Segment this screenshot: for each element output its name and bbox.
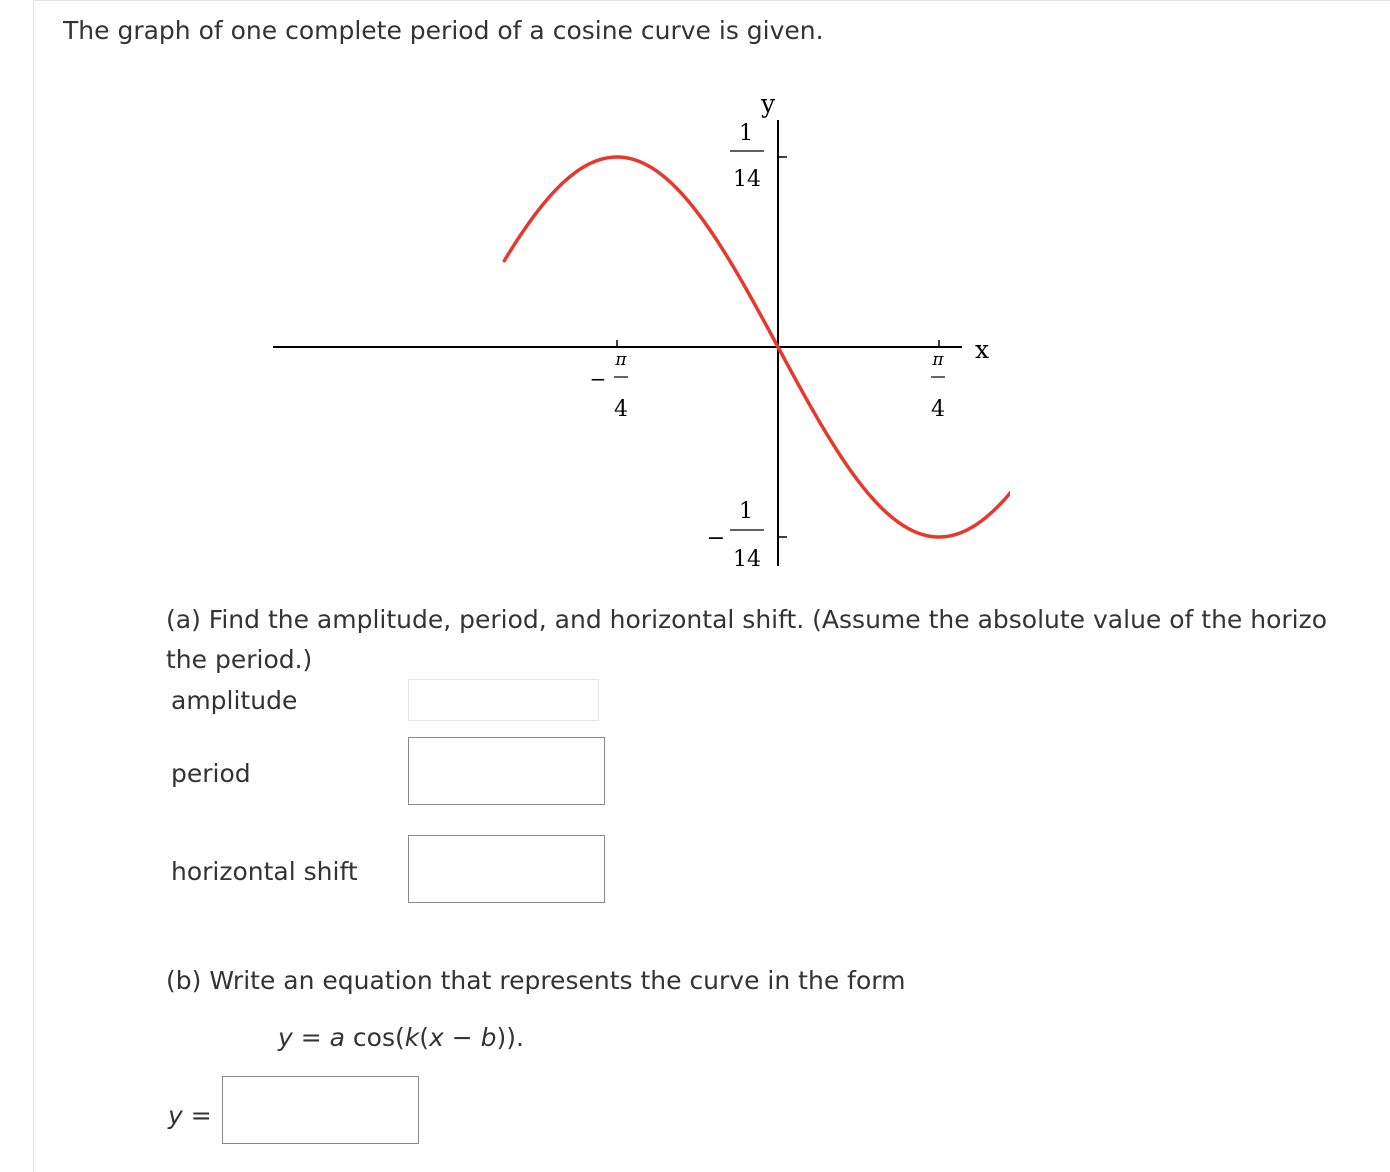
period-input[interactable] [408, 737, 605, 805]
frame-top-border [33, 0, 1390, 1]
negative-sign: − [589, 367, 607, 391]
equation-form [278, 1023, 524, 1052]
x-tick-label-positive [931, 350, 945, 422]
cosine-graph [0, 80, 1010, 580]
eq-var-k: k [404, 1023, 420, 1052]
eq-cos: cos( [344, 1023, 405, 1052]
part-a-line-2: the period.) [166, 645, 313, 674]
y-tick-denominator: 14 [733, 547, 761, 572]
horizontal-shift-label: horizontal shift [171, 857, 358, 886]
y-tick-label-negative [707, 499, 764, 572]
eq-var-a: a [329, 1023, 345, 1052]
part-b-instructions: (b) Write an equation that represents the curve in the form [166, 966, 906, 995]
x-tick-denominator: 4 [931, 397, 945, 422]
pi-symbol: π [615, 350, 627, 370]
answer-equals: = [182, 1101, 212, 1130]
amplitude-input[interactable] [408, 679, 599, 721]
x-axis-label: x [974, 335, 990, 364]
y-tick-denominator: 14 [733, 167, 761, 192]
question-intro: The graph of one complete period of a cosine curve is given. [63, 16, 824, 45]
negative-sign: − [706, 526, 726, 551]
pi-symbol: π [932, 350, 944, 370]
part-a-instructions [166, 600, 1390, 680]
x-tick-denominator: 4 [614, 397, 628, 422]
y-tick-label-positive [730, 121, 764, 192]
eq-var-x: x [428, 1023, 444, 1052]
y-tick-numerator: 1 [739, 499, 753, 524]
eq-open-paren: ( [419, 1023, 429, 1052]
eq-minus: − [443, 1023, 481, 1052]
period-label: period [171, 759, 251, 788]
eq-var-y: y [278, 1023, 293, 1052]
part-a-line-1: (a) Find the amplitude, period, and horizontal shift. (Assume the absolute value of the horizo [166, 605, 1328, 634]
eq-equals: = [292, 1023, 330, 1052]
eq-var-b: b [480, 1023, 497, 1052]
y-tick-numerator: 1 [739, 121, 753, 146]
answer-var-y: y [168, 1101, 183, 1130]
eq-close: )). [496, 1023, 524, 1052]
x-tick-label-negative [590, 350, 628, 422]
equation-answer-label [168, 1101, 212, 1130]
equation-input[interactable] [222, 1076, 419, 1144]
amplitude-label: amplitude [171, 686, 298, 715]
horizontal-shift-input[interactable] [408, 835, 605, 903]
y-axis-label: y [760, 89, 776, 118]
